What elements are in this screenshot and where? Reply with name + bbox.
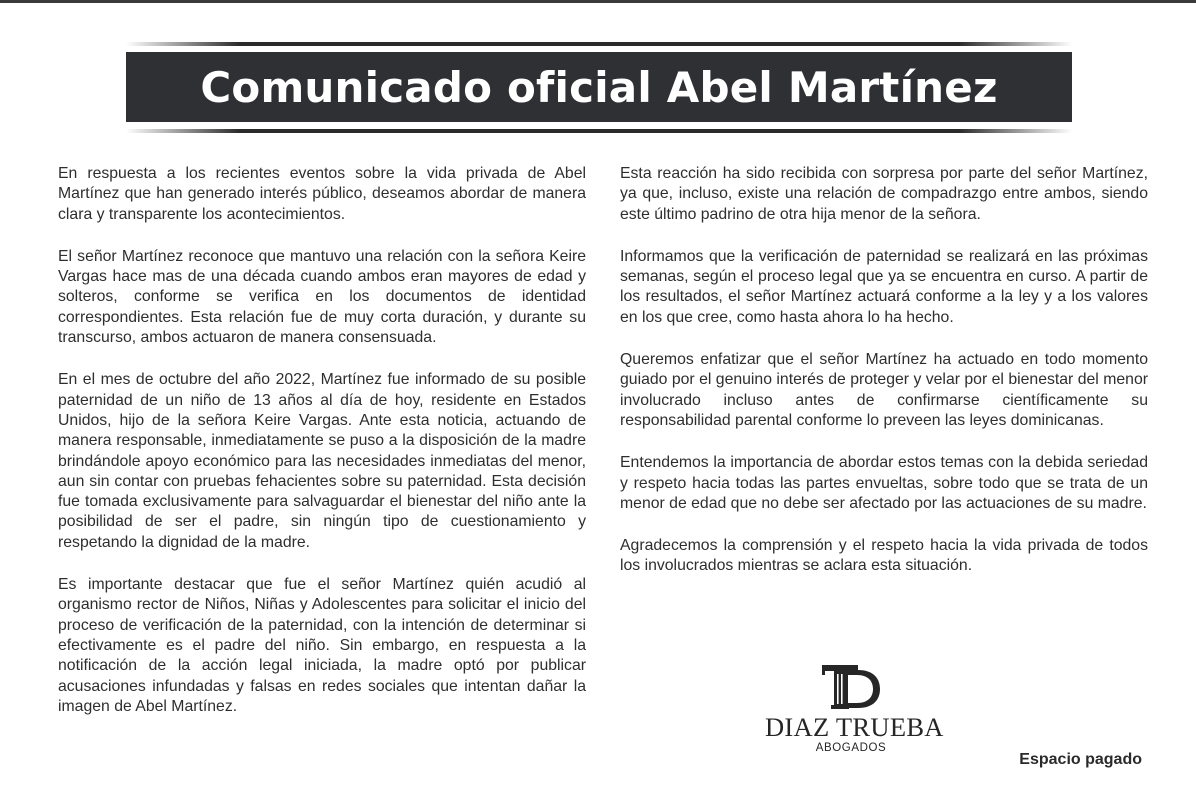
- firm-subtitle: ABOGADOS: [815, 742, 887, 754]
- title-banner: [126, 52, 1072, 122]
- law-firm-logo: [765, 662, 944, 758]
- td-monogram-icon: [820, 662, 882, 712]
- header-top-rule: [126, 42, 1072, 46]
- paragraph: Queremos enfatizar que el señor Martínez ha actuado en todo momento guiado por el genuino interés de proteger y velar por el bienestar del menor involucrado incluso antes de confirmarse científicamente su responsabilidad parental conforme lo preveen las leyes dominicanas.: [620, 351, 1148, 429]
- paragraph: En el mes de octubre del año 2022, Martínez fue informado de su posible paternidad de un niño de 13 años al día de hoy, residente en Estados Unidos, hijo de la señora Keire Vargas. Ante esta noticia, actuando de manera responsable, inmediatamente se puso a la disposición de la madre brindándole apoyo económico para las necesidades inmediatas del menor, aun sin contar con pruebas fehacientes sobre su paternidad. Esta decisión fue tomada exclusivamente para salvaguardar el bienestar del niño ante la posibilidad de ser el padre, sin ningún tipo de cuestionamiento y respetando la dignidad de la madre.: [58, 371, 586, 551]
- paragraph: En respuesta a los recientes eventos sobre la vida privada de Abel Martínez que han generado interés público, deseamos abordar de manera clara y transparente los acontecimientos.: [58, 165, 586, 223]
- paid-space-label: Espacio pagado: [1019, 751, 1142, 768]
- firm-name: DIAZ TRUEBA: [765, 712, 944, 742]
- left-text-column: [58, 164, 586, 739]
- paragraph: Esta reacción ha sido recibida con sorpresa por parte del señor Martínez, ya que, incluso, existe una relación de compadrazgo entre ambos, siendo este último padrino de otra hija menor de la señora.: [620, 165, 1148, 223]
- page-title: Comunicado oficial Abel Martínez: [200, 62, 998, 112]
- paragraph: Agradecemos la comprensión y el respeto hacia la vida privada de todos los involucrados mientras se aclara esta situación.: [620, 537, 1148, 575]
- header-bottom-rule: [126, 129, 1072, 133]
- paragraph: Informamos que la verificación de paternidad se realizará en las próximas semanas, según el proceso legal que ya se encuentra en curso. A partir de los resultados, el señor Martínez actuará conforme a la ley y a los valores en los que cree, como hasta ahora lo ha hecho.: [620, 247, 1148, 326]
- right-text-column: [620, 164, 1148, 599]
- paragraph: El señor Martínez reconoce que mantuvo una relación con la señora Keire Vargas hace mas de una década cuando ambos eran mayores de edad y solteros, conforme se verifica en los documentos de identidad correspondientes. Esta relación fue de muy corta duración, y durante su transcurso, ambos actuaron de manera consensuada.: [58, 247, 586, 347]
- top-border-line: [0, 0, 1196, 3]
- paragraph: Es importante destacar que fue el señor Martínez quién acudió al organismo rector de Niños, Niñas y Adolescentes para solicitar el inicio del proceso de verificación de la paternidad, con la intención de determinar si efectivamente es el padre del niño. Sin embargo, en respuesta a la notificación de la acción legal iniciada, la madre optó por publicar acusaciones infundadas y falsas en redes sociales que intentan dañar la imagen de Abel Martínez.: [58, 576, 586, 715]
- paragraph: Entendemos la importancia de abordar estos temas con la debida seriedad y respeto hacia todas las partes envueltas, sobre todo que se trata de un menor de edad que no debe ser afectado por las actuaciones de su madre.: [620, 454, 1148, 512]
